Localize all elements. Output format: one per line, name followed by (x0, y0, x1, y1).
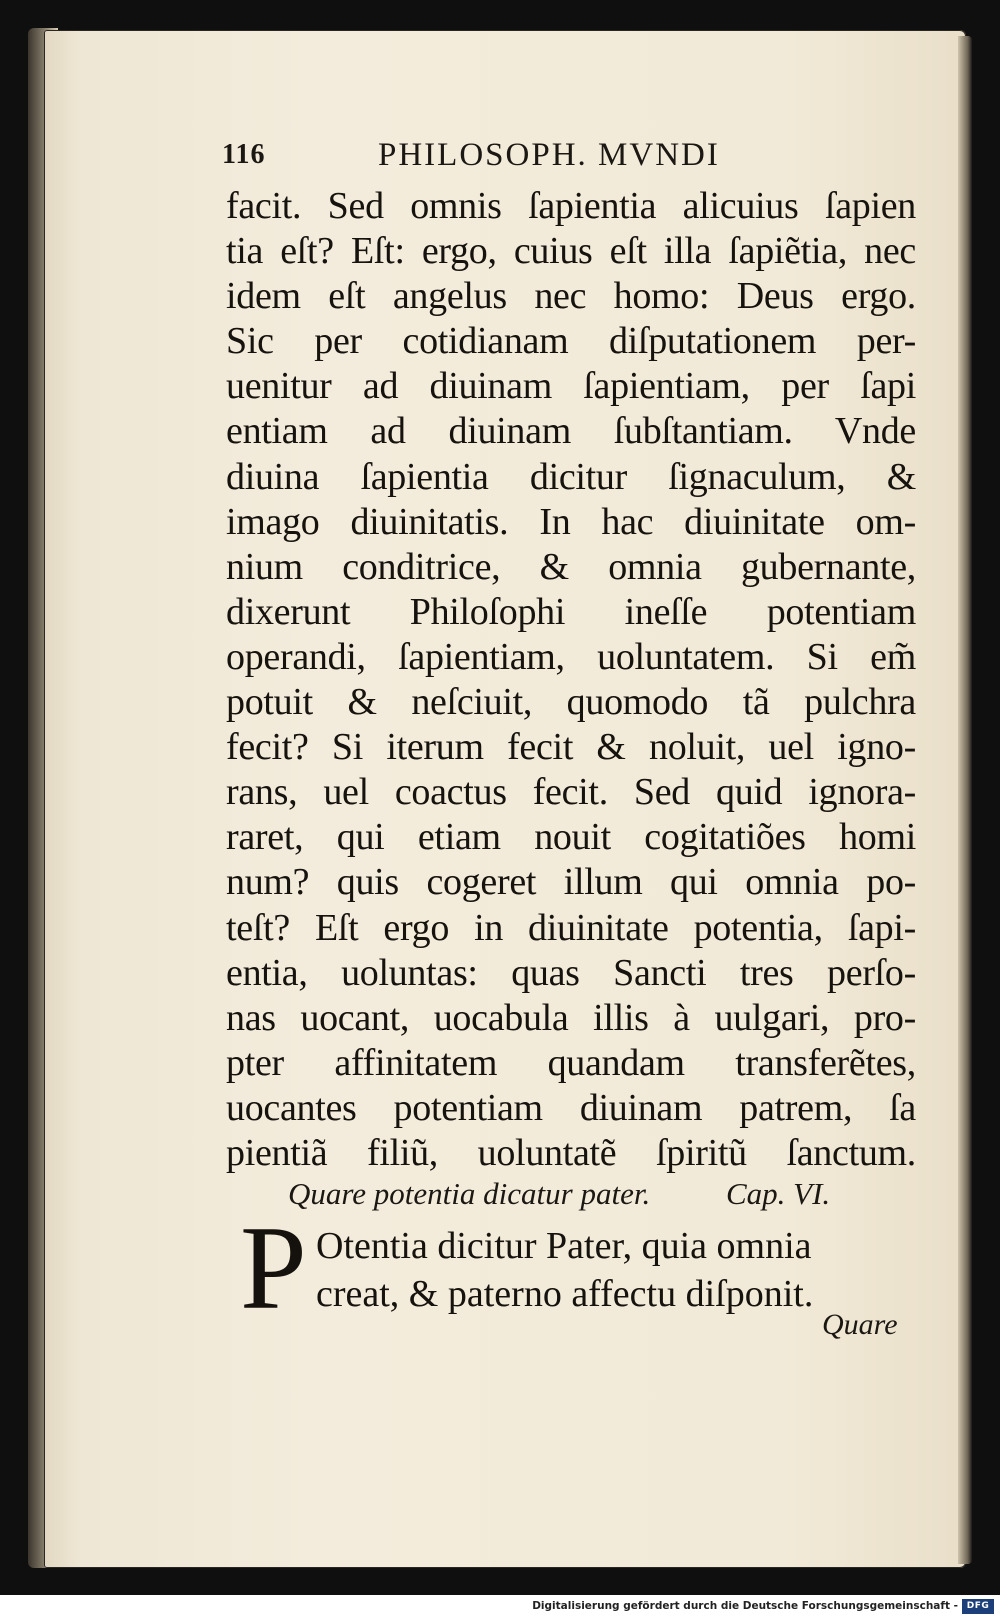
text-line: dixerunt Philoſophi ineſſe potentiam (226, 590, 916, 633)
body-text (226, 184, 916, 1176)
running-head (222, 137, 782, 187)
chapter-title: Quare potentia dicatur pater. (288, 1176, 651, 1211)
dfg-logo: DFG (962, 1599, 994, 1614)
text-line: creat, & paterno affectu diſponit. (316, 1273, 814, 1315)
text-line: idem eſt angelus nec homo: Deus ergo. (226, 275, 916, 318)
text-line: Otentia dicitur Pater, quia omnia (316, 1225, 812, 1267)
text-line: potuit & neſciuit, quomodo tã pulchra (226, 681, 916, 724)
text-line: nium conditrice, & omnia gubernante, (226, 545, 916, 588)
text-line: uocantes potentiam diuinam patrem, ſa (226, 1086, 916, 1129)
running-title: PHILOSOPH. MVNDI (378, 137, 720, 173)
page-number: 116 (222, 139, 266, 170)
text-line: pientiã filiũ, uoluntatẽ ſpiritũ ſanctum. (226, 1131, 916, 1174)
text-line: Sic per cotidianam diſputationem per- (226, 320, 916, 363)
chapter-number: Cap. VI. (726, 1176, 831, 1211)
text-line: nas uocant, uocabula illis à uulgari, pro- (226, 996, 916, 1039)
chapter-heading (288, 1172, 868, 1216)
text-line: facit. Sed omnis ſapientia alicuius ſapien (226, 185, 916, 227)
text-line: pter affinitatem quandam transferẽtes, (226, 1041, 916, 1084)
text-line: uenitur ad diuinam ſapientiam, per ſapi (226, 365, 916, 408)
footer-bar (0, 1595, 1000, 1620)
text-line: teſt? Eſt ergo in diuinitate potentia, ſapi- (226, 906, 916, 949)
funding-credit: Digitalisierung gefördert durch die Deutsche Forschungsgemeinschaft - (532, 1600, 958, 1612)
text-line: fecit? Si iterum fecit & noluit, uel igno- (226, 726, 916, 769)
text-line: num? quis cogeret illum qui omnia po- (226, 861, 916, 904)
page-edge (958, 36, 972, 1564)
chapter-paragraph (316, 1222, 912, 1318)
text-line: diuina ſapientia dicitur ſignaculum, & (226, 455, 916, 498)
catchword: Quare (822, 1308, 898, 1341)
text-line: operandi, ſapientiam, uoluntatem. Si em̃ (226, 635, 916, 678)
text-line: entiam ad diuinam ſubſtantiam. Vnde (226, 410, 916, 453)
text-line: rans, uel coactus fecit. Sed quid ignora- (226, 771, 916, 814)
text-line: tia eſt? Eſt: ergo, cuius eſt illa ſapiẽtia, nec (226, 230, 916, 273)
drop-initial: P (240, 1201, 307, 1334)
text-line: raret, qui etiam nouit cogitatiões homi (226, 816, 916, 859)
text-line: entia, uoluntas: quas Sancti tres perſo- (226, 951, 916, 994)
text-line: imago diuinitatis. In hac diuinitate om- (226, 500, 916, 543)
